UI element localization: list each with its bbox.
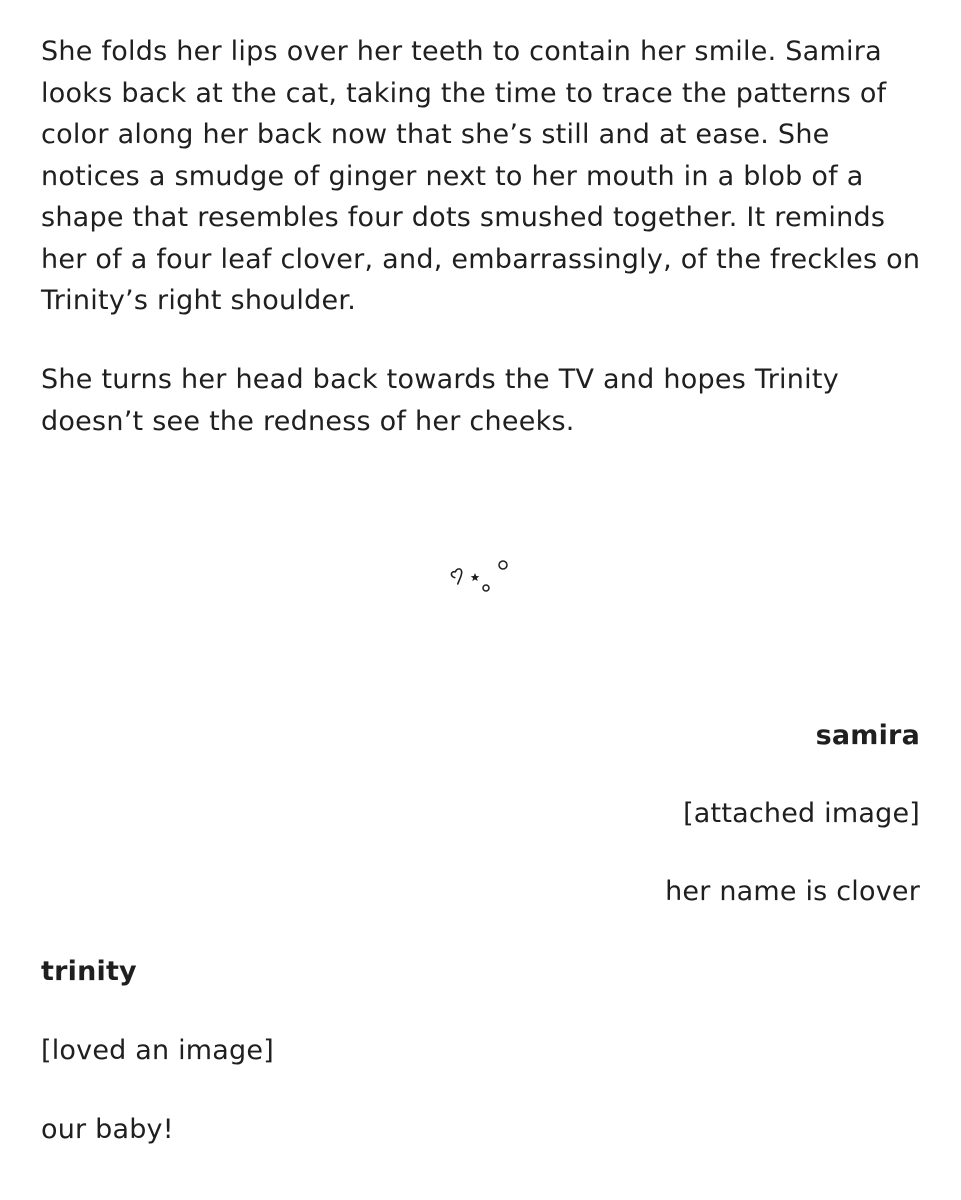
message-line: our baby! <box>41 1114 174 1145</box>
message-line: her name is clover <box>665 876 920 907</box>
sender-name-trinity: trinity <box>41 956 137 987</box>
sender-name-samira: samira <box>815 720 920 751</box>
story-paragraph: She folds her lips over her teeth to contain her smile. Samira looks back at the cat, taking the time to trace the patterns of color along her back now that she’s still and at ease. She notices a smudge of ginger next to her mouth in a blob of a shape that resembles four dots smushed together. It reminds her of a four leaf clover, and, embarrassingly, of the freckles on Trinity’s right shoulder. <box>41 36 921 316</box>
heart-star-bubbles-icon <box>444 556 516 596</box>
message-line: [attached image] <box>683 798 920 829</box>
message-line: [loved an image] <box>41 1035 274 1066</box>
story-paragraph: She turns her head back towards the TV and hopes Trinity doesn’t see the redness of her cheeks. <box>41 364 839 437</box>
